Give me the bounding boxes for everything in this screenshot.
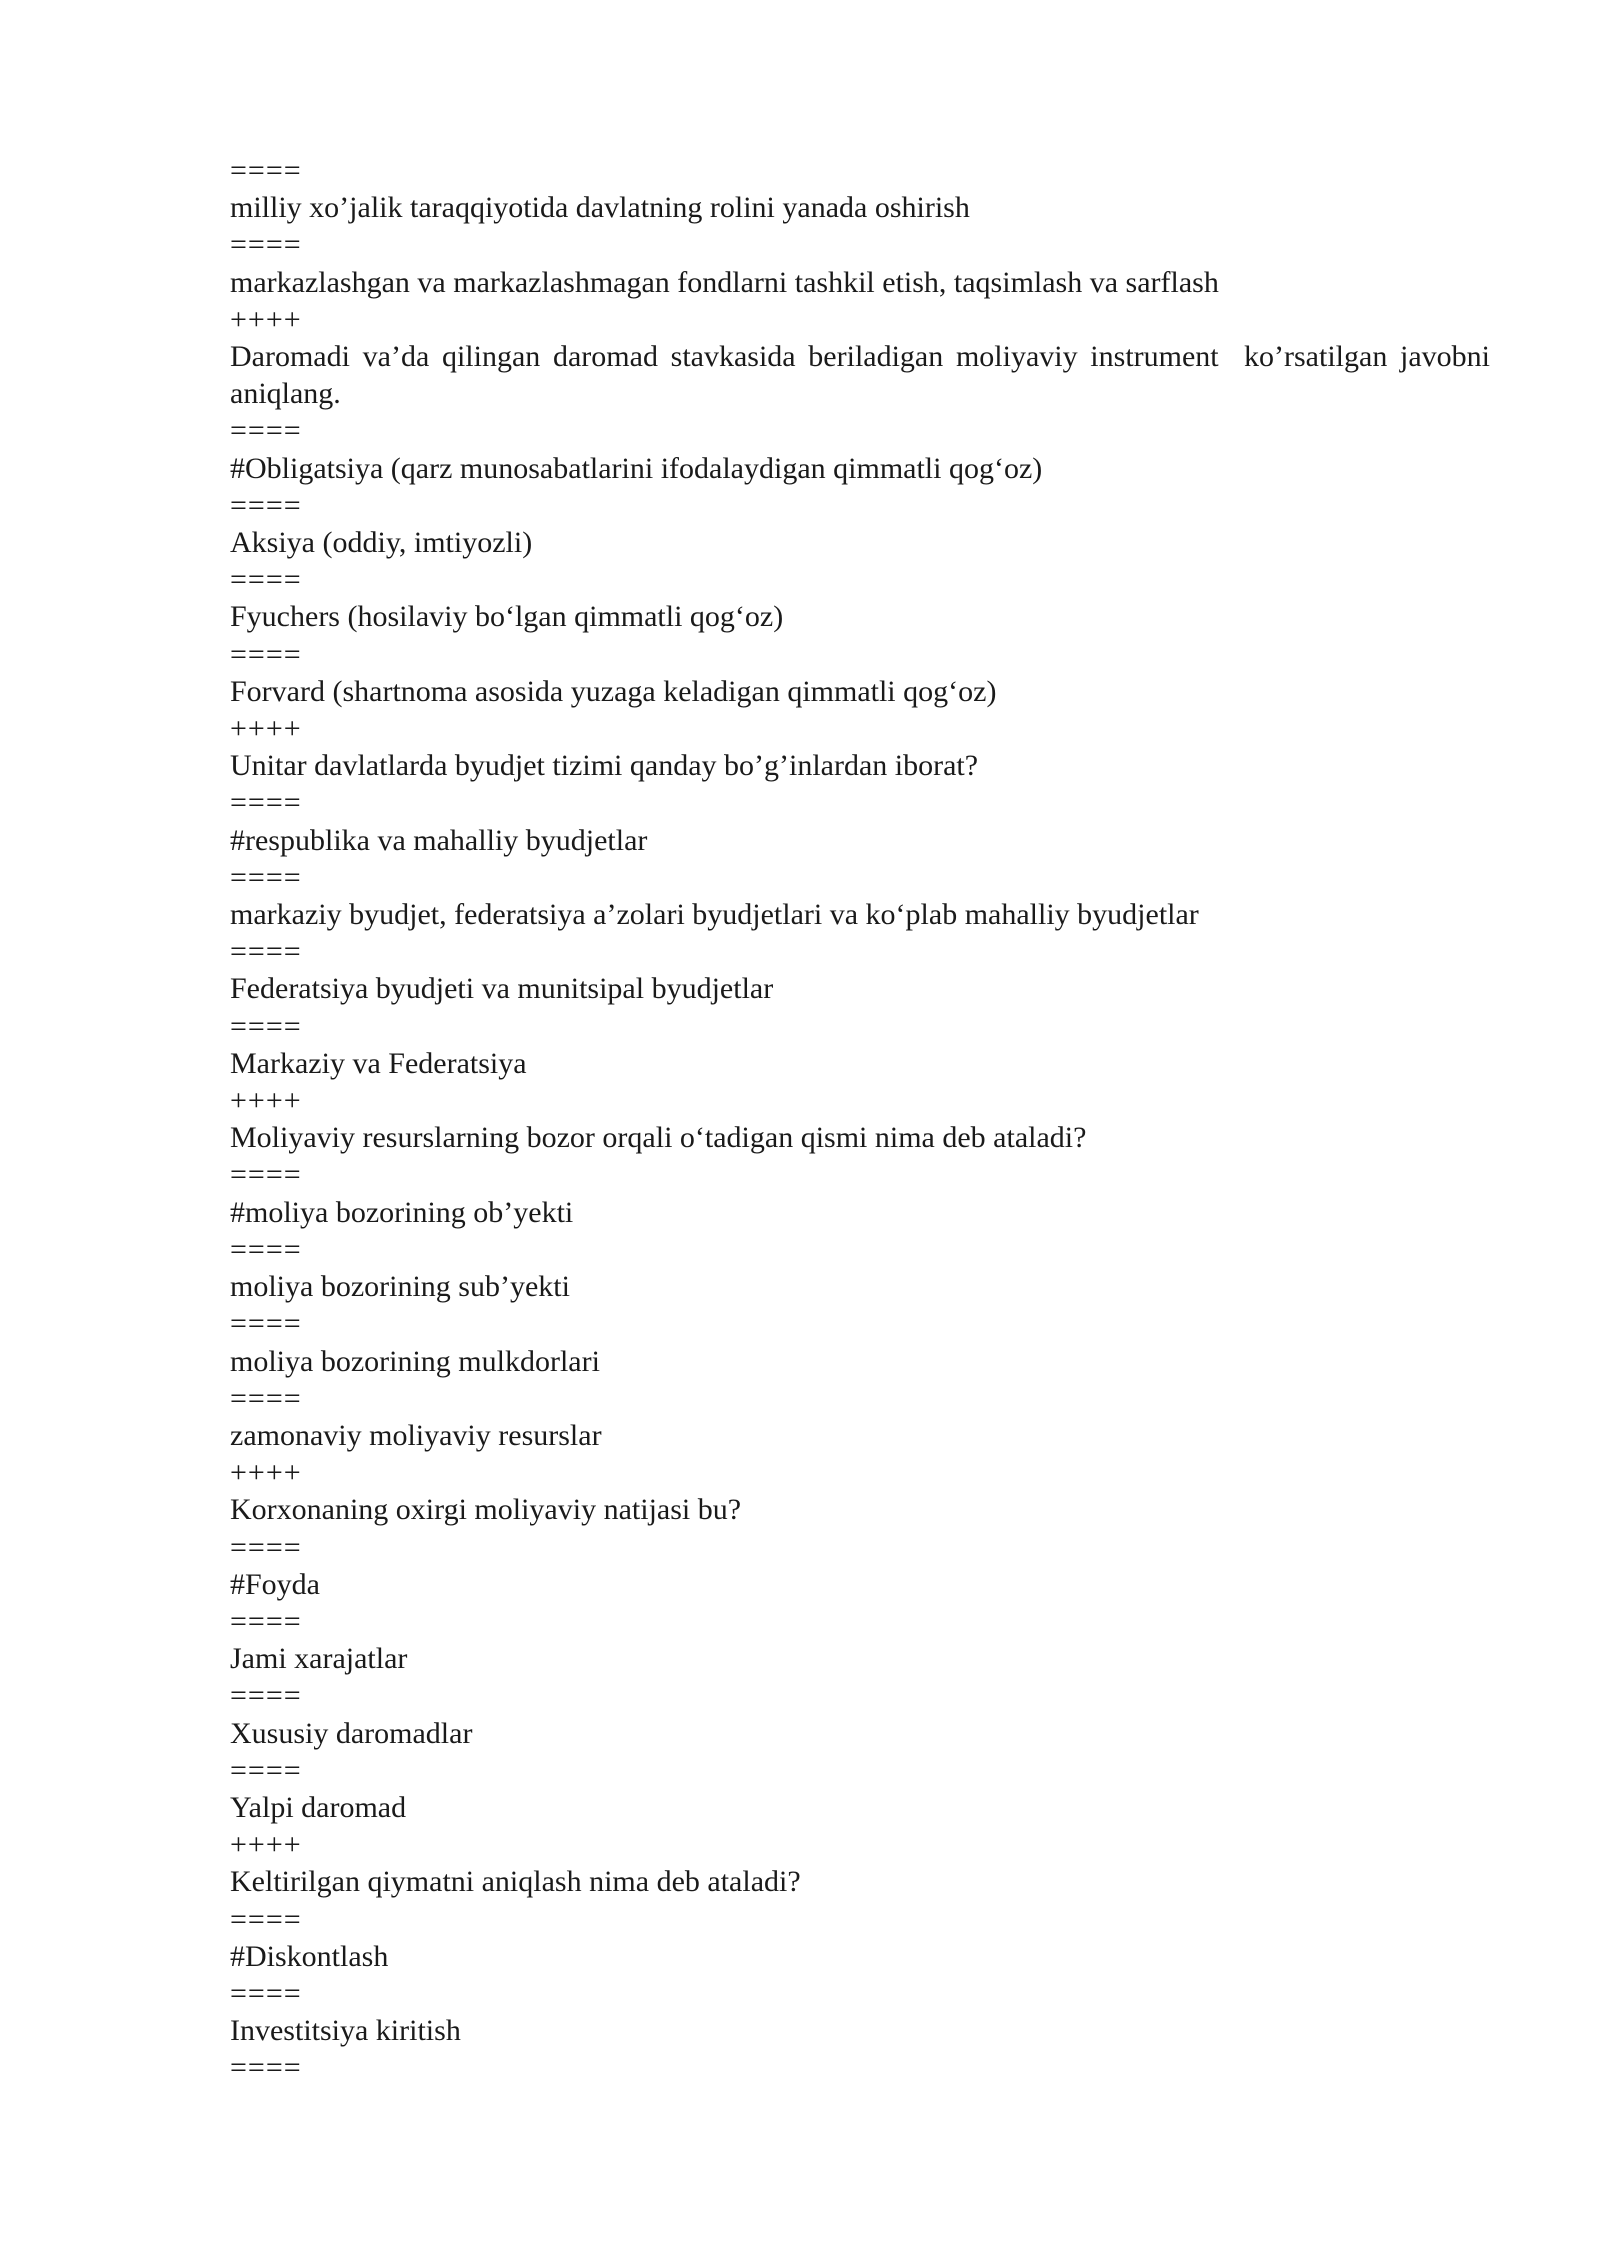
- option-separator: ====: [230, 786, 302, 820]
- question-text: Daromadi va’da qilingan daromad stavkasida beriladigan moliyaviy instrument ko’rsatilgan javobni aniqlang.: [230, 340, 1498, 411]
- option-separator: ====: [230, 563, 302, 597]
- option-separator: ====: [230, 1009, 302, 1043]
- answer-option: markazlashgan va markazlashmagan fondlarni tashkil etish, taqsimlash va sarflash: [230, 265, 1219, 299]
- option-separator: ====: [230, 2051, 302, 2085]
- answer-option: Jami xarajatlar: [230, 1642, 408, 1676]
- question-separator: ++++: [230, 1456, 302, 1490]
- option-separator: ====: [230, 860, 302, 894]
- question-text: Unitar davlatlarda byudjet tizimi qanday bo’g’inlardan iborat?: [230, 749, 979, 783]
- answer-option: Xususiy daromadlar: [230, 1716, 473, 1750]
- option-separator: ====: [230, 488, 302, 522]
- option-separator: ====: [230, 1232, 302, 1266]
- answer-option: Federatsiya byudjeti va munitsipal byudjetlar: [230, 972, 774, 1006]
- correct-answer-option: #respublika va mahalliy byudjetlar: [230, 823, 648, 857]
- answer-option: Aksiya (oddiy, imtiyozli): [230, 526, 533, 560]
- option-separator: ====: [230, 1307, 302, 1341]
- option-separator: ====: [230, 1604, 302, 1638]
- answer-option: Investitsiya kiritish: [230, 2014, 461, 2048]
- answer-option: moliya bozorining mulkdorlari: [230, 1344, 600, 1378]
- option-separator: ====: [230, 154, 302, 187]
- option-separator: ====: [230, 1976, 302, 2010]
- question-text: Korxonaning oxirgi moliyaviy natijasi bu?: [230, 1493, 742, 1527]
- option-separator: ====: [230, 414, 302, 448]
- correct-answer-option: #Diskontlash: [230, 1939, 389, 1973]
- option-separator: ====: [230, 1679, 302, 1713]
- answer-option: zamonaviy moliyaviy resurslar: [230, 1418, 602, 1452]
- option-separator: ====: [230, 1753, 302, 1787]
- document-body: [230, 152, 1498, 2087]
- question-separator: ++++: [230, 1828, 302, 1862]
- option-separator: ====: [230, 1158, 302, 1192]
- answer-option: markaziy byudjet, federatsiya a’zolari byudjetlari va ko‘plab mahalliy byudjetlar: [230, 898, 1199, 932]
- correct-answer-option: #moliya bozorining ob’yekti: [230, 1195, 574, 1229]
- answer-option: Fyuchers (hosilaviy bo‘lgan qimmatli qog‘oz): [230, 600, 784, 634]
- question-separator: ++++: [230, 712, 302, 746]
- question-separator: ++++: [230, 302, 302, 336]
- correct-answer-option: #Obligatsiya (qarz munosabatlarini ifodalaydigan qimmatli qog‘oz): [230, 451, 1043, 485]
- answer-option: Markaziy va Federatsiya: [230, 1046, 527, 1080]
- option-separator: ====: [230, 935, 302, 969]
- option-separator: ====: [230, 1902, 302, 1936]
- option-separator: ====: [230, 1530, 302, 1564]
- question-text: Moliyaviy resurslarning bozor orqali o‘tadigan qismi nima deb ataladi?: [230, 1121, 1087, 1155]
- option-separator: ====: [230, 1381, 302, 1415]
- question-separator: ++++: [230, 1084, 302, 1118]
- question-text: Keltirilgan qiymatni aniqlash nima deb ataladi?: [230, 1865, 801, 1899]
- option-separator: ====: [230, 637, 302, 671]
- answer-option: Yalpi daromad: [230, 1790, 407, 1824]
- option-separator: ====: [230, 228, 302, 262]
- correct-answer-option: #Foyda: [230, 1567, 320, 1601]
- answer-option: Forvard (shartnoma asosida yuzaga keladigan qimmatli qog‘oz): [230, 674, 997, 708]
- answer-option: moliya bozorining sub’yekti: [230, 1270, 570, 1304]
- answer-option: milliy xo’jalik taraqqiyotida davlatning rolini yanada oshirish: [230, 191, 970, 225]
